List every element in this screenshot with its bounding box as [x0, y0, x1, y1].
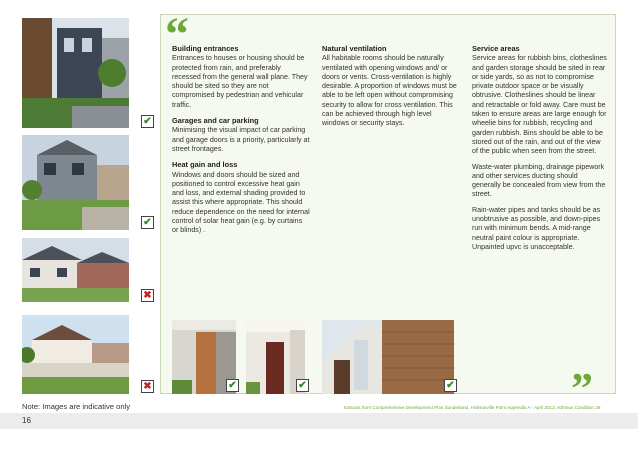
street-houses-photo-4 — [22, 315, 129, 394]
left-text-column — [172, 44, 310, 242]
section-body: Rain-water pipes and tanks should be as unobtrusive as possible, and down-pipes run with minimum bends. A mid-range neutral paint colour is appropriate. Unpainted upvc is unacceptable. — [472, 205, 601, 251]
section-heading: Natural ventilation — [322, 44, 387, 53]
street-houses-photo-2 — [22, 135, 129, 230]
rejected-cross-icon: ✖ — [141, 380, 154, 393]
section-body: Service areas for rubbish bins, clotheslines and garden storage should be sited in rear or side yards, so as not to compromise private outdoor space or be visually obtrusive. Clotheslines should be linear and retractable or fold away. Care must be taken to ensure areas are large enough for wheelie bins for rubbish, recycling and garden rubbish. Bins should be able to be stored out of the rain, and out of the view of the public when seen from the street. — [472, 54, 607, 156]
cladding-photo — [322, 320, 454, 394]
close-quote-mark: ” — [571, 364, 593, 413]
approved-check-icon: ✔ — [226, 379, 239, 392]
section-heading: Heat gain and loss — [172, 160, 238, 170]
rejected-cross-icon: ✖ — [141, 289, 154, 302]
open-quote-mark: “ — [165, 8, 189, 61]
source-extract-note: Extracts from Comprehensive Development Plan Sunderland, Hobsonville Point Appendix A - April 2013, Isthmus Condition 29 — [344, 405, 601, 410]
section-body: Waste-water plumbing, drainage pipework and other services ducting should generally be concealed from view from the street. — [472, 162, 606, 199]
section-body: Entrances to houses or housing should be protected from rain, and preferably recessed from the general wall plane. They should be sited so they are not compromised by pedestrian and vehicular traffic. — [172, 54, 308, 109]
approved-check-icon: ✔ — [296, 379, 309, 392]
section-heading: Building entrances — [172, 44, 239, 53]
section-body: Minimising the visual impact of car parking and garage doors is a priority, particularly at street frontages. — [172, 126, 310, 153]
approved-check-icon: ✔ — [444, 379, 457, 392]
section-body: All habitable rooms should be naturally ventilated with opening windows and/ or doors or vents. Cross-ventilation is highly desirable. A proportion of windows must be able to be left open without compromising security to allow for cross ventilation. This can be achieved through high level windows or security stays. — [322, 54, 457, 128]
street-houses-photo-1 — [22, 18, 129, 128]
section-body: Windows and doors should be sized and positioned to control excessive heat gain and loss, and external shading provided to assist this where appropriate. This should reduce dependence on the need for internal control of solar heat gain (e.g. by curtains or blinds) . — [172, 170, 310, 235]
image-note: Note: Images are indicative only — [22, 402, 131, 411]
section-heading: Garages and car parking — [172, 116, 259, 126]
middle-text-column — [322, 44, 460, 135]
section-heading: Service areas — [472, 44, 520, 53]
right-text-column — [472, 44, 607, 258]
page-number: 16 — [22, 416, 31, 425]
approved-check-icon: ✔ — [141, 216, 154, 229]
street-houses-photo-3 — [22, 238, 129, 302]
page-footer-bar — [0, 413, 638, 429]
approved-check-icon: ✔ — [141, 115, 154, 128]
